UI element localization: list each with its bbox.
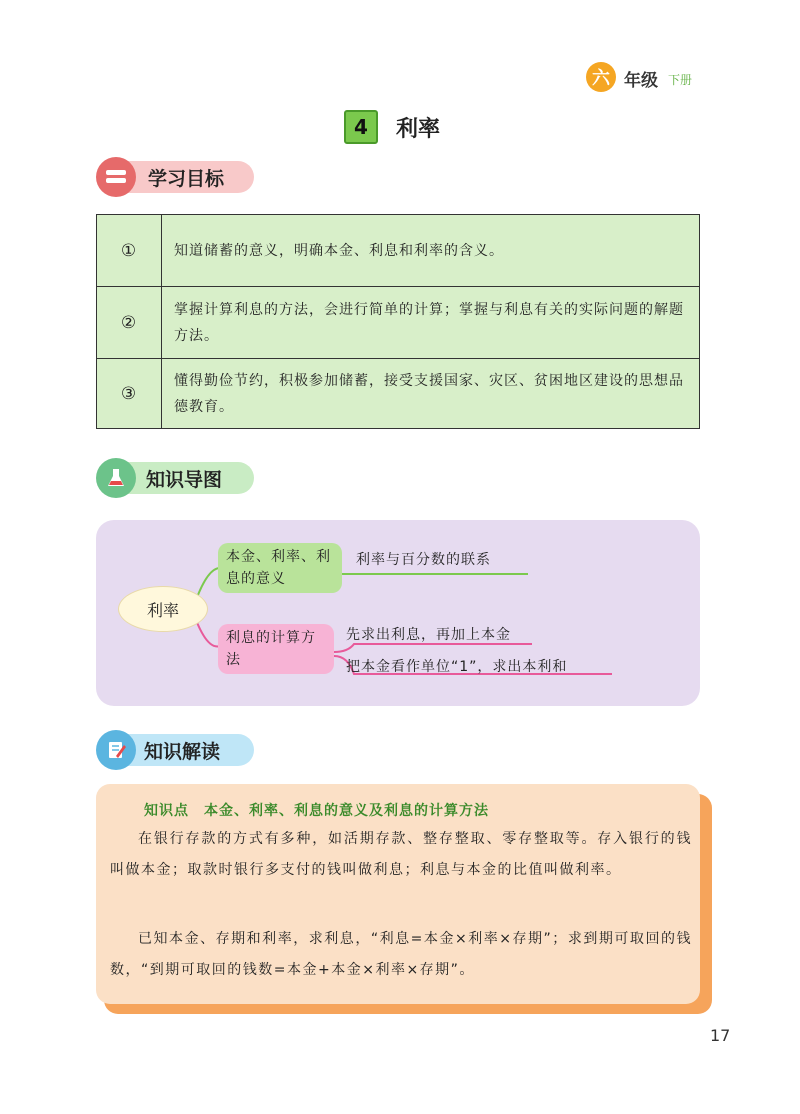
mind-map-root: 利率 — [118, 586, 208, 632]
explain-heading: 知识解读 — [118, 734, 254, 766]
table-row — [97, 287, 700, 359]
mind-map-branch-calculation: 利息的计算方法 — [218, 624, 334, 674]
grade-label: 年级 — [624, 71, 658, 91]
chapter-number: 4 — [344, 110, 378, 144]
knowledge-paragraph: 已知本金、存期和利率，求利息，“利息=本金×利率×存期”；求到期可取回的钱数，“到期可取回的钱数=本金+本金×利率×存期”。 — [110, 931, 692, 978]
goal-number: ① — [97, 215, 162, 287]
notebook-pen-icon — [96, 730, 136, 770]
chapter-title: 利率 — [396, 117, 441, 142]
goal-text: 懂得勤俭节约，积极参加储蓄，接受支援国家、灾区、贫困地区建设的思想品德教育。 — [162, 359, 700, 429]
goal-number: ③ — [97, 359, 162, 429]
goal-text: 掌握计算利息的方法，会进行简单的计算；掌握与利息有关的实际问题的解题方法。 — [162, 287, 700, 359]
mind-map-leaf: 利率与百分数的联系 — [356, 552, 491, 568]
mindmap-heading: 知识导图 — [118, 462, 254, 494]
table-row — [97, 215, 700, 287]
grade-volume: 下册 — [668, 73, 693, 87]
knowledge-paragraph: 在银行存款的方式有多种，如活期存款、整存整取、零存整取等。存入银行的钱叫做本金；取款时银行多支付的钱叫做利息；利息与本金的比值叫做利率。 — [110, 831, 692, 878]
mind-map-leaf: 先求出利息，再加上本金 — [346, 627, 511, 643]
knowledge-point-title: 知识点 本金、利率、利息的意义及利息的计算方法 — [144, 803, 489, 819]
goals-heading: 学习目标 — [118, 161, 254, 193]
page-number: 17 — [710, 1026, 731, 1045]
goal-text: 知道储蓄的意义，明确本金、利息和利率的含义。 — [162, 215, 700, 287]
goals-table — [96, 214, 700, 429]
flask-icon — [96, 458, 136, 498]
table-row — [97, 359, 700, 429]
mind-map-leaf: 把本金看作单位“1”，求出本利和 — [346, 659, 568, 675]
grade-badge: 六 — [586, 62, 616, 92]
goal-number: ② — [97, 287, 162, 359]
book-icon — [96, 157, 136, 197]
mind-map-branch-meaning: 本金、利率、利息的意义 — [218, 543, 342, 593]
